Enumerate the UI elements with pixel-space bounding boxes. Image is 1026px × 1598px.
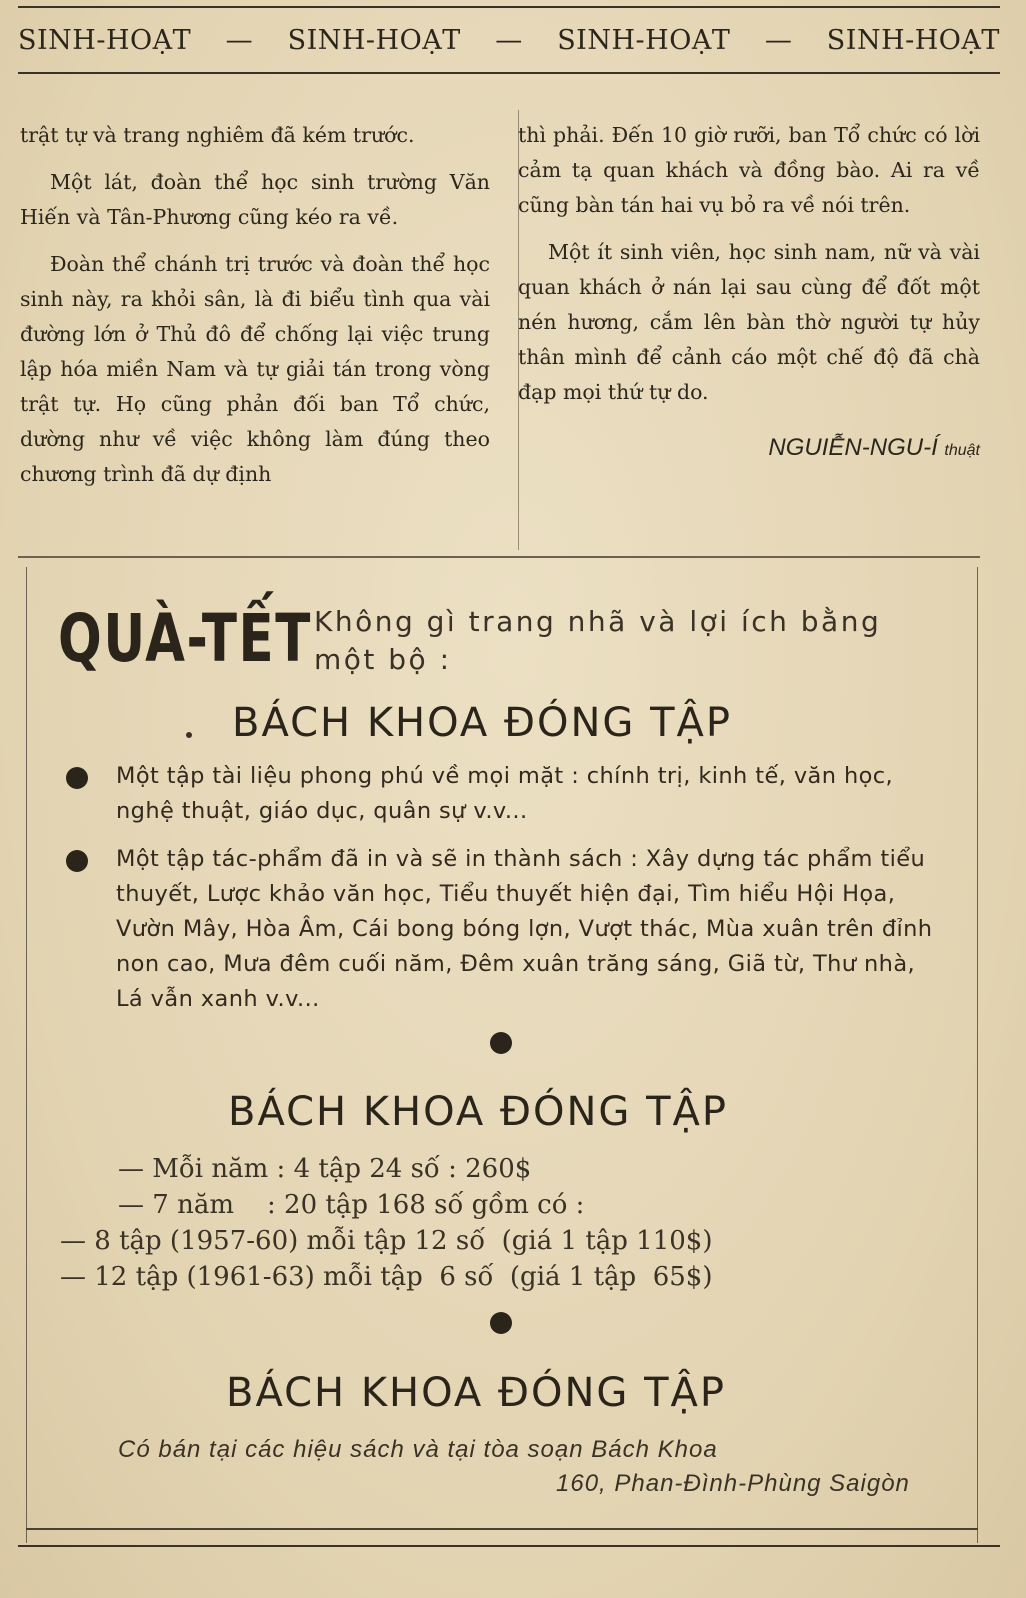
separator-dot-icon xyxy=(490,1312,512,1334)
page-bottom-rule xyxy=(18,1545,1000,1547)
author-byline xyxy=(518,430,980,468)
ad-title: BÁCH KHOA ĐÓNG TẬP xyxy=(226,1370,727,1416)
header-item: SINH-HOẠT xyxy=(826,24,1000,56)
bullet-dot-icon xyxy=(186,732,192,738)
header-separator: — xyxy=(495,24,523,56)
header-separator: — xyxy=(225,24,254,56)
header-bottom-rule xyxy=(18,72,1000,74)
ad-intro: Không gì trang nhã và lợi ích bằng một bộ : xyxy=(314,605,882,676)
ad-bullet xyxy=(66,842,942,1017)
paragraph: Một ít sinh viên, học sinh nam, nữ và vài quan khách ở nán lại sau cùng để đốt một nén hương, cắm lên bàn thờ người tự hủy thân mình để cảnh cáo một chế độ đã chà đạp mọi thứ tự do. xyxy=(518,240,980,404)
article-left-column xyxy=(20,118,490,504)
author-name: NGUIỄN-NGU-Í xyxy=(768,434,938,461)
ad-top-rule xyxy=(18,556,980,558)
header-item: SINH-HOẠT xyxy=(287,24,461,56)
price-line: — 8 tập (1957-60) mỗi tập 12 số (giá 1 tập 110$) xyxy=(60,1226,713,1256)
article-right-column xyxy=(518,118,980,468)
ad-bullet-text: Một tập tác-phẩm đã in và sẽ in thành sách : Xây dựng tác phẩm tiểu thuyết, Lược khảo văn học, Tiểu thuyết hiện đại, Tìm hiểu Hội Họa, Vườn Mây, Hòa Âm, Cái bong bóng lợn, Vượt thác, Mùa xuân trên đỉnh non cao, Mưa đêm cuối năm, Đêm xuân trăng sáng, Giã từ, Thư nhà, Lá vẫn xanh v.v... xyxy=(116,846,933,1012)
paragraph: trật tự và trang nghiêm đã kém trước. xyxy=(20,123,415,147)
ad-bullet xyxy=(66,759,942,829)
header-item: SINH-HOẠT xyxy=(18,24,192,56)
price-line: — Mỗi năm : 4 tập 24 số : 260$ xyxy=(118,1154,532,1184)
bullet-dot-icon xyxy=(66,767,88,789)
ad-title: BÁCH KHOA ĐÓNG TẬP xyxy=(232,700,733,746)
author-suffix: thuật xyxy=(944,442,980,459)
ad-headline: QUÀ-TẾT xyxy=(58,600,312,677)
separator-dot-icon xyxy=(490,1032,512,1054)
ad-title: BÁCH KHOA ĐÓNG TẬP xyxy=(228,1089,729,1135)
paragraph: Đoàn thể chánh trị trước và đoàn thể học sinh này, ra khỏi sân, là đi biểu tình qua vài đường lớn ở Thủ đô để chống lại việc trung lập hóa miền Nam và tự giải tán trong vòng trật tự. Họ cũng phản đối ban Tổ chức, dường như về việc không làm đúng theo chương trình đã dự định xyxy=(20,252,490,486)
paragraph: Một lát, đoàn thể học sinh trường Văn Hiến và Tân-Phương cũng kéo ra về. xyxy=(20,170,490,229)
header-separator: — xyxy=(764,24,793,56)
running-header xyxy=(18,18,1000,62)
ad-bottom-rule xyxy=(26,1528,978,1530)
price-line: — 7 năm : 20 tập 168 số gồm có : xyxy=(118,1190,585,1220)
paragraph: thì phải. Đến 10 giờ rưỡi, ban Tổ chức có lời cảm tạ quan khách và đồng bào. Ai ra về cũng bàn tán hai vụ bỏ ra về nói trên. xyxy=(518,123,980,217)
price-line: — 12 tập (1961-63) mỗi tập 6 số (giá 1 tập 65$) xyxy=(60,1262,713,1292)
bullet-dot-icon xyxy=(66,850,88,872)
ad-address: 160, Phan-Đình-Phùng Saigòn xyxy=(556,1470,910,1497)
header-top-rule xyxy=(18,6,1000,8)
ad-bullet-text: Một tập tài liệu phong phú về mọi mặt : chính trị, kinh tế, văn học, nghệ thuật, giáo dục, quân sự v.v... xyxy=(116,763,894,824)
header-item: SINH-HOẠT xyxy=(557,24,731,56)
ad-footer-line: Có bán tại các hiệu sách và tại tòa soạn Bách Khoa xyxy=(118,1436,718,1463)
